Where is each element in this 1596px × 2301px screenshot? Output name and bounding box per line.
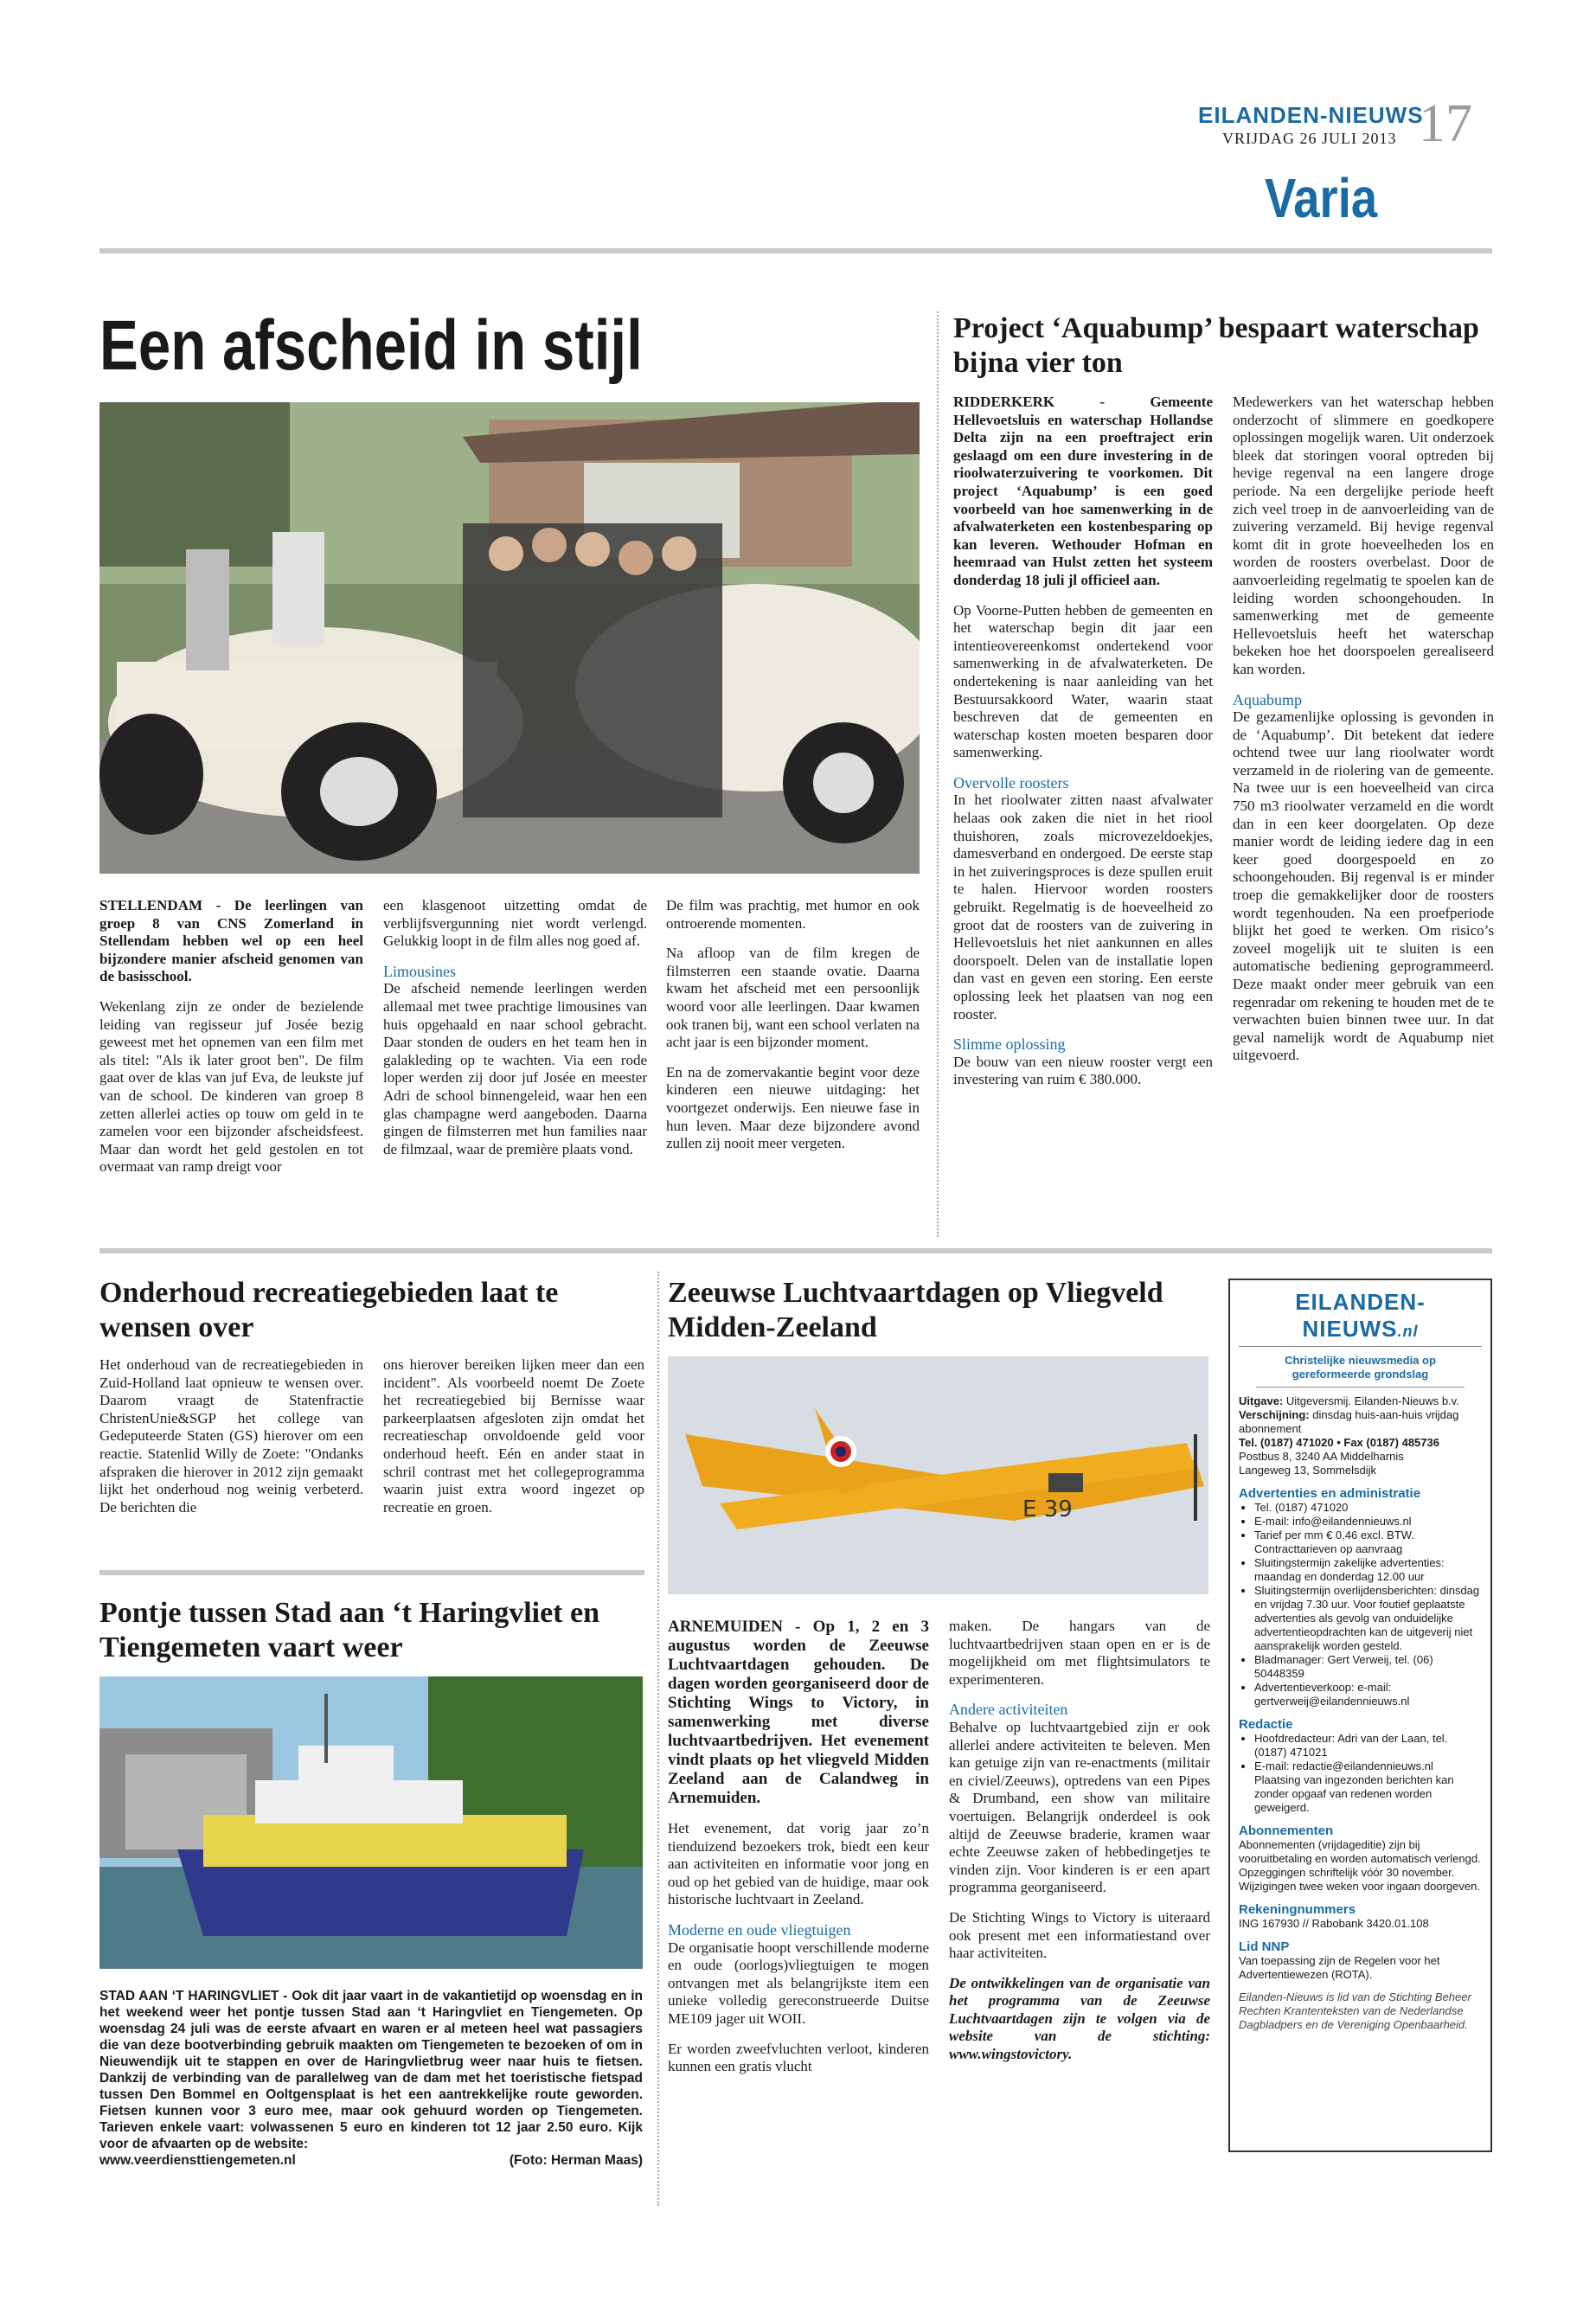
article2-lead: RIDDERKERK - Gemeente Hellevoetsluis en waterschap Hollandse Delta zijn na een proeftraject erin geslaagd om een dure investering in de rioolwaterzuivering te voorkomen. Dit project ‘Aquabump’ is een goed voorbeeld van hoe samenwerking in de afvalwaterketen een kostenbesparing op kan leveren. Wethouder Hofman en heemraad van Hulst zetten het systeem donderdag 18 juli jl officieel aan. [953, 394, 1213, 588]
advertising-item: • Bladmanager: Gert Verweij, tel. (06) 50448359 [1254, 1653, 1482, 1681]
article4-title: Pontje tussen Stad aan ‘t Haringvliet en Tiengemeten vaart weer [99, 1597, 599, 1663]
subscriptions-text: Abonnementen (vrijdageditie) zijn bij vooruitbetaling en worden automatisch verlengd. Opzeggingen schriftelijk vóór 30 november. Wijzigingen twee weken voor ingaan doorgeven. [1239, 1838, 1481, 1893]
advertising-item: • Sluitingstermijn zakelijke advertenties: maandag en donderdag 12.00 uur [1254, 1556, 1482, 1584]
article2-para: In het rioolwater zitten naast afvalwater helaas ook zaken die niet in het riool thuishoren, zoals microvezeldoekjes, damesverband en ondergoed. De eerste stap in het zuiveringsproces is deze spullen eruit te halen. Hiervoor worden roosters gebruikt. Regelmatig is de hoeveelheid zo groot dat de roosters van de zuivering in Hellevoetsluis het niet aankunnen en alles doorspoelt. Delen van de installatie lopen dan vast en geven een storing. Een eerste oplossing leek het plaatsen van nog een rooster. [953, 792, 1213, 1022]
masthead: EILANDEN-NIEUWS [1198, 102, 1424, 128]
uitgave-value: Uitgeversmij. Eilanden-Nieuws b.v. [1285, 1394, 1459, 1407]
article2-subhead: Overvolle roosters [953, 773, 1069, 792]
article5-subhead: Moderne en oude vliegtuigen [668, 1920, 851, 1939]
article3-para: Het onderhoud van de recreatiegebieden in Zuid-Holland laat opnieuw te wensen over. Daarom vraagt de Statenfractie ChristenUnie&SGP het college van Gedeputeerde Staten (GS) hierover om een reactie. Statenlid Willy de Zoete: "Ondanks afspraken die hierover in 2012 zijn gemaakt lijkt het onderhoud nog weinig verbeterd. De berichten die [99, 1356, 363, 1516]
article2-para: De bouw van een nieuw rooster vergt een investering van ruim € 380.000. [953, 1053, 1213, 1088]
article1-title: Een afscheid in stijl [99, 306, 643, 385]
article3-col1 [99, 1356, 363, 1529]
article3-para: ons hierover bereiken lijken meer dan een incident". Als voorbeeld noemt De Zoete het recreatiegebied bij Bernisse waar parkeerplaatsen afgesloten zijn omdat het recreatieschap onvoldoende geld voor onderhoud heeft. Eén en ander staat in schril contrast met het collegeprogramma waarin juist extra woord ingezet op recreatie en groen. [383, 1356, 644, 1516]
page-number: 17 [1419, 94, 1472, 153]
bank-text: ING 167930 // Rabobank 3420.01.108 [1239, 1917, 1429, 1930]
article3-col2 [383, 1356, 644, 1529]
article1-para: En na de zomervakantie begint voor deze kinderen een nieuwe uitdaging: het voortgezet onderwijs. Een nieuwe fase in hun leven. Maar deze bijzondere avond zullen zij nooit meer vergeten. [666, 1063, 920, 1152]
colophon-box [1228, 1279, 1492, 2152]
article5-col1 [668, 1618, 929, 2088]
article3-title: Onderhoud recreatiegebieden laat te wensen over [99, 1277, 559, 1343]
ferry-caption-text: STAD AAN ‘T HARINGVLIET - Ook dit jaar vaart in de vakantietijd op woensdag en in het weekend weer het pontje tussen Stad aan ‘t Haringvliet en Tiengemeten. Op woensdag 24 juli was de eerste afvaart en waren er al meteen heel wat passagiers die van deze bootverbinding gebruik maakten om Tiengemeten te bezoeken of om in Nieuwendijk uit te stappen en over de Haringvlietbrug weer naar huis te fietsen. Dankzij de verbinding van de parallelweg van de dam met het toeristische fietspad tussen Den Bommel en Ooltgensplaat is het een aantrekkelijke route geworden. Fietsen kunnen voor 3 euro mee, maar ook gehuurd worden op Tiengemeten. Tarieven enkele vaart: volwassenen 5 euro en kinderen tot 12 jaar 2.50 euro. Kijk voor de afvaarten op de website: [99, 1989, 643, 2151]
colophon-publisher [1239, 1394, 1482, 1477]
ferry-photo [99, 1676, 643, 1969]
nnp-text: Van toepassing zijn de Regelen voor het Advertentiewezen (ROTA). [1239, 1954, 1440, 1981]
article2-subhead: Slimme oplossing [953, 1035, 1066, 1054]
article1-para: Wekenlang zijn ze onder de bezielende leiding van regisseur juf Josée bezig geweest met het opnemen van een film met als titel: "Als ik later groot ben". De film gaat over de klas van juf Eva, de leukste juf van de school. De kinderen van groep 8 zetten allerlei acties op touw om geld in te zamelen voor een bijzonder afscheidsfeest. Maar dan wordt het geld gestolen en tot overmaat van ramp dreigt voor [99, 997, 363, 1176]
article1-para: een klasgenoot uitzetting omdat de verblijfsvergunning niet wordt verlengd. Gelukkig loopt in de film alles nog goed af. [383, 897, 647, 950]
subscriptions-heading: Abonnementen [1239, 1823, 1334, 1838]
issue-date: VRIJDAG 26 JULI 2013 [1222, 130, 1397, 147]
advertising-list [1239, 1501, 1482, 1708]
colophon-phone: Tel. (0187) 471020 • Fax (0187) 485736 [1239, 1436, 1439, 1449]
section-title: Varia [1265, 167, 1378, 229]
article5-website-note: De ontwikkelingen van de organisatie van het programma van de Zeeuwse Luchtvaartdagen zijn te volgen via de website van de stichting: www.wingstovictory. [949, 1974, 1210, 2063]
ferry-caption [99, 1988, 643, 2169]
nnp-heading: Lid NNP [1239, 1939, 1290, 1954]
header-rule [99, 248, 1492, 253]
editorial-item: • E-mail: redactie@eilandennieuws.nl Plaatsing van ingezonden berichten kan zonder opgaaf van redenen worden geweigerd. [1254, 1759, 1482, 1815]
article2-para: Medewerkers van het waterschap hebben onderzocht of slimmere en goedkopere oplossingen mogelijk waren. Uit onderzoek bleek dat storingen vooral optreden bij hevige regenval na een langere droge periode. Na een dergelijke periode heeft zich veel troep in de aanvoerleiding van de zuivering verzameld. Bij hevige regenval komt dit in grote hoeveelheden los en worden de roosters overbelast. Door de aanvoerleiding regelmatig te spoelen kan de leiding worden schoongehouden. In samenwerking met de gemeente Hellevoetsluis heeft het waterschap bekeken hoe het doorspoelen gerealiseerd kan worden. [1233, 394, 1494, 677]
photo-credit: (Foto: Herman Maas) [509, 2153, 643, 2168]
article5-para: Het evenement, dat vorig jaar zo’n tienduizend bezoekers trok, biedt een keur aan activiteiten en informatie voor jong en oud op het gebied van de huidige, maar ook historische luchtvaart in Zeeland. [668, 1820, 929, 1908]
article1-lead: STELLENDAM - De leerlingen van groep 8 van CNS Zomerland in Stellendam hebben wel op een heel bijzondere manier afscheid genomen van de basisschool. [99, 897, 363, 985]
verschijning-label: Verschijning: [1239, 1408, 1310, 1421]
mid-rule [99, 1248, 1492, 1253]
column-divider [937, 311, 940, 1237]
bank-heading: Rekeningnummers [1239, 1902, 1356, 1917]
article2-title: Project ‘Aquabump’ bespaart waterschap bijna vier ton [953, 312, 1479, 379]
advertising-item: • Advertentieverkoop: e-mail: gertverweij@eilandennieuws.nl [1254, 1681, 1482, 1708]
colophon-footer: Eilanden-Nieuws is lid van de Stichting Beheer Rechten Krantenteksten van de Nederlandse Dagbladpers en de Vereniging Openbaarheid. [1239, 1990, 1471, 2031]
article2-col1 [953, 394, 1213, 1101]
verschijning-value: dinsdag huis-aan-huis vrijdag abonnement [1239, 1408, 1459, 1435]
colophon-tagline: Christelijke nieuwsmedia op gereformeerde grondslag [1256, 1354, 1465, 1388]
article2-subhead: Aquabump [1233, 690, 1302, 708]
advertising-item: • E-mail: info@eilandennieuws.nl [1254, 1515, 1482, 1529]
colophon-postbus: Postbus 8, 3240 AA Middelharnis [1239, 1450, 1404, 1463]
article1-col3 [666, 897, 920, 1165]
article5-title: Zeeuwse Luchtvaartdagen op Vliegveld Midden-Zeeland [668, 1277, 1163, 1343]
article5-subhead: Andere activiteiten [949, 1701, 1068, 1719]
article5-para: Behalve op luchtvaartgebied zijn er ook allerlei andere activiteiten te beleven. Men kan getuige zijn van re-enactments (militair en civiel/Zeeuws), optredens van een Pipes & Drumband, een show van militaire voertuigen. Belangrijk onderdeel is ook altijd de Zeeuwse braderie, kramen waar echte Zeeuwse zaken of hebbedingetjes te vinden zijn. Voor kinderen is er een apart programma georganiseerd. [949, 1718, 1210, 1896]
article2-col2 [1233, 394, 1494, 1077]
advertising-item: • Tarief per mm € 0,46 excl. BTW. Contracttarieven op aanvraag [1254, 1529, 1482, 1556]
colophon-address: Langeweg 13, Sommelsdijk [1239, 1464, 1376, 1477]
article5-lead: ARNEMUIDEN - Op 1, 2 en 3 augustus worden de Zeeuwse Luchtvaartdagen gehouden. De dagen worden georganiseerd door de Stichting Wings to Victory, in samenwerking met diverse luchtvaartbedrijven. Het evenement vindt plaats op het vliegveld Midden Zeeland aan de Calandweg in Arnemuiden. [668, 1618, 929, 1807]
advertising-item: • Tel. (0187) 471020 [1254, 1501, 1482, 1515]
ferry-website-link[interactable]: www.veerdiensttiengemeten.nl [99, 2153, 296, 2168]
editorial-list [1239, 1732, 1482, 1815]
editorial-item: • Hoofdredacteur: Adri van der Laan, tel. (0187) 471021 [1254, 1732, 1482, 1759]
article5-para: Er worden zweefvluchten verloot, kinderen kunnen een gratis vlucht [668, 2040, 929, 2075]
advertising-item: • Sluitingstermijn overlijdensberichten: dinsdag en vrijdag 7.30 uur. Voor foutief geplaatste advertenties als gevolg van onduidelijke advertentieopdrachten kan de uitgeverij niet aansprakelijk worden gesteld. [1254, 1584, 1482, 1653]
advertising-heading: Advertenties en administratie [1239, 1486, 1421, 1501]
article1-para: De afscheid nemende leerlingen werden allemaal met twee prachtige limousines van huis opgehaald en naar school gebracht. Daar stonden de ouders en het team hen in galakleding op te wachten. Via een rode loper werden zij door juf Josée en meester Adri de school binnengeleid, waar hen een glas champagne werd aangeboden. Daarna gingen de filmsterren met hun families naar de filmzaal, waar de première plaats vond. [383, 980, 647, 1157]
article1-col2 [383, 897, 647, 1170]
article5-para: De Stichting Wings to Victory is uiteraard ook present met een informatiestand over haar activiteiten. [949, 1908, 1210, 1962]
article2-para: Op Voorne-Putten hebben de gemeenten en het waterschap begin dit jaar een intentieovereenkomst ondertekend voor samenwerking in de afvalwaterketen. De ondertekening is naar aanleiding van het Bestuursakkoord Water, waarin staat beschreven dat de gemeenten en waterschap kosten moeten besparen door samenwerking. [953, 601, 1213, 761]
plane-photo [668, 1356, 1208, 1594]
article2-para: De gezamenlijke oplossing is gevonden in de ‘Aquabump’. Dit betekent dat iedere ochtend twee uur lang rioolwater wordt verzameld in de riolering van de gemeente. Na twee uur is een hoeveelheid van circa 750 m3 rioolwater verzameld en die wordt dan in een keer doorgelaten. Op deze manier wordt de leiding iedere dag in een keer goed doorgespoeld en zo schoongehouden. Bij regenval is er minder troep die gemakkelijker door de roosters wordt tegenhouden. Na een proefperiode blijkt het goed te werken. Om risico’s zoveel mogelijk uit te sluiten is een automatische bediening geprogrammeerd. Deze maakt onder meer gebruik van een regenradar om rekening te houden met de te verwachten buien binnen twee uur. In dat geval namelijk wordt de Aquabump niet uitgevoerd. [1233, 708, 1494, 1064]
article5-para: maken. De hangars van de luchtvaartbedrijven staan open en er is de mogelijkheid om met flightsimulators te experimenteren. [949, 1618, 1210, 1688]
article1-photo [99, 402, 920, 874]
article1-subhead: Limousines [383, 962, 456, 980]
column-divider [657, 1272, 661, 2206]
editorial-heading: Redactie [1239, 1717, 1293, 1732]
colophon-logo-suffix: .nl [1397, 1323, 1419, 1340]
article5-para: De organisatie hoopt verschillende moderne en oude (oorlogs)vliegtuigen te mogen ontvangen met als belangrijkste item een unieke volledig gereconstrueerde Duitse ME109 jager uit WOII. [668, 1939, 929, 2027]
uitgave-label: Uitgave: [1239, 1394, 1284, 1407]
article1-para: De film was prachtig, met humor en ook ontroerende momenten. [666, 897, 920, 932]
article5-col2 [949, 1618, 1210, 2076]
article1-col1 [99, 897, 363, 1189]
svg-text:E 39: E 39 [1022, 1497, 1073, 1522]
article3-rule [99, 1570, 644, 1575]
article1-para: Na afloop van de film kregen de filmsterren een staande ovatie. Daarna kwam het afscheid met een persoonlijk woord voor alle leerlingen. Daar kwamen ook tranen bij, want een school verlaten na acht jaar is een bijzonder moment. [666, 945, 920, 1051]
colophon-logo: EILANDEN-NIEUWS [1295, 1289, 1426, 1342]
